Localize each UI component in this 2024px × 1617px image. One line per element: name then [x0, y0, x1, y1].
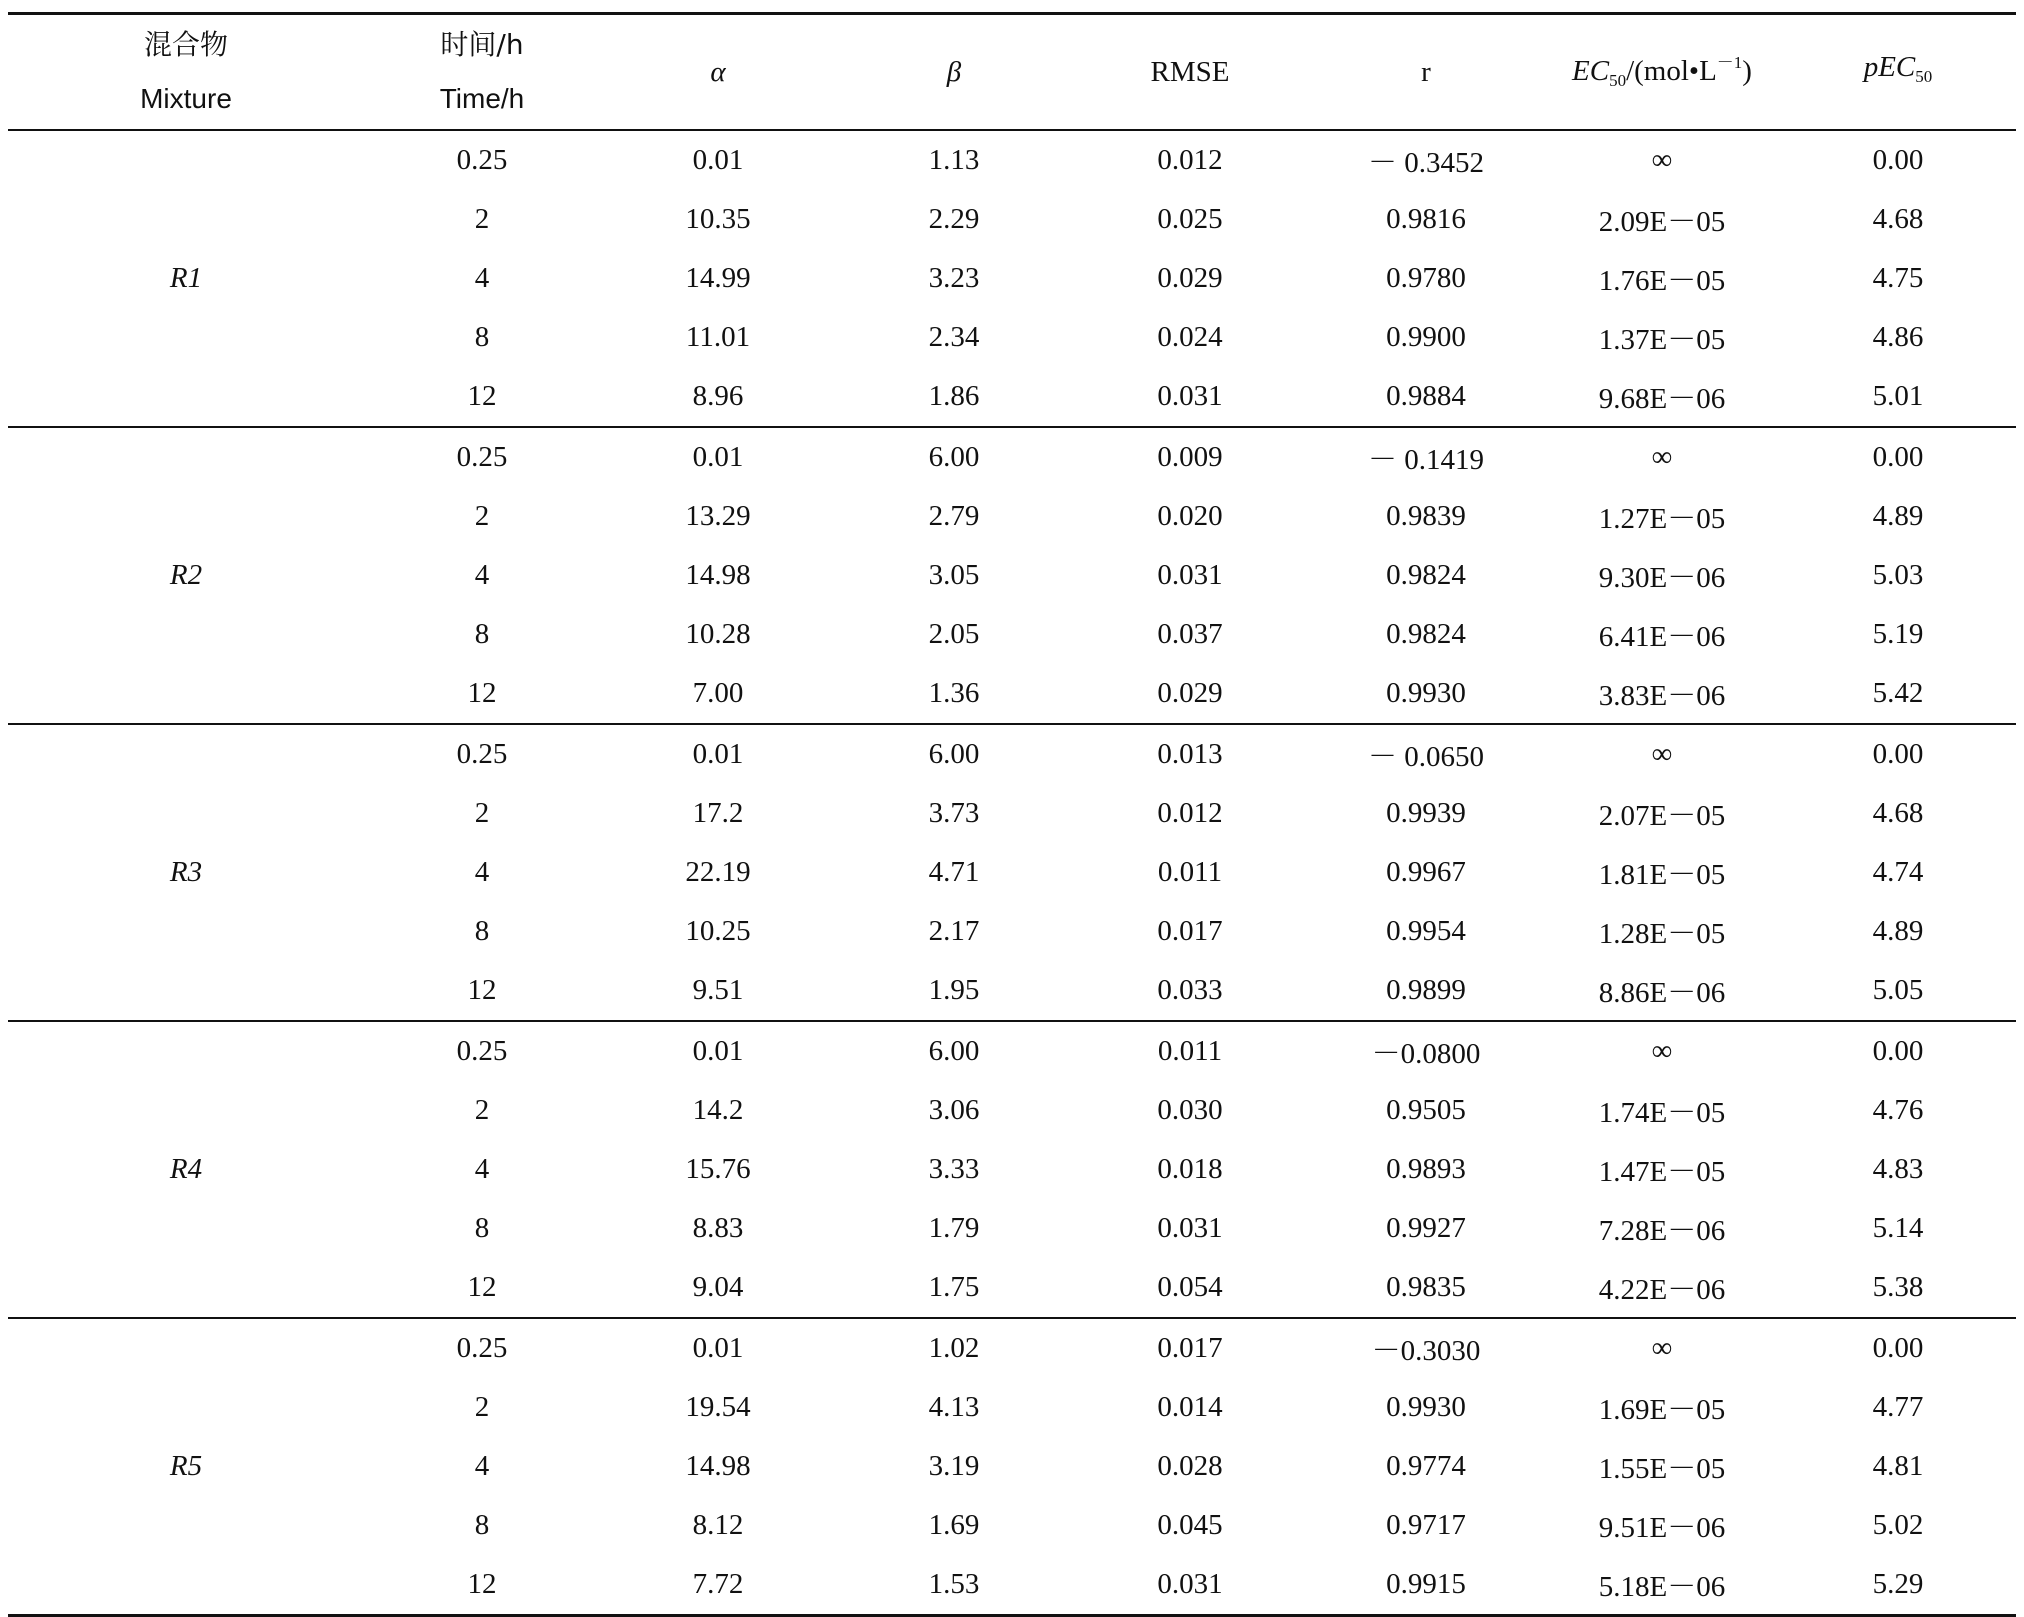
cell-pec50: 5.01 [1780, 367, 2016, 427]
cell-time: 4 [474, 1450, 490, 1482]
cell-pec50: 4.83 [1872, 1153, 1924, 1185]
cell-alpha: 8.83 [692, 1212, 744, 1244]
cell-time: 4 [474, 262, 490, 294]
cell-beta: 1.86 [836, 367, 1072, 427]
cell-alpha: 7.00 [600, 664, 836, 724]
cell-r: 0.9939 [1386, 797, 1466, 829]
header-pec50 [1780, 14, 2016, 131]
cell-ec50: 6.41E－06 [1598, 621, 1726, 653]
cell-beta: 6.00 [928, 738, 980, 770]
cell-alpha: 9.51 [600, 961, 836, 1021]
cell-r: 0.9927 [1386, 1212, 1466, 1244]
cell-ec50: ∞ [1651, 441, 1673, 473]
header-mixture-en: Mixture [140, 83, 232, 114]
cell-ec50: 2.07E－05 [1598, 800, 1726, 832]
cell-ec50: 8.86E－06 [1544, 961, 1780, 1021]
cell-beta: 3.19 [928, 1450, 980, 1482]
cell-r: － 0.3452 [1367, 147, 1484, 179]
cell-time: 4 [474, 559, 490, 591]
mixture-group-r3 [8, 724, 2016, 1021]
mixture-label: R5 [8, 1318, 364, 1616]
cell-r: 0.9884 [1308, 367, 1544, 427]
cell-beta: 1.53 [836, 1555, 1072, 1616]
cell-r: 0.9780 [1386, 262, 1466, 294]
cell-alpha: 14.99 [685, 262, 751, 294]
header-ec50-main: EC [1572, 55, 1610, 87]
cell-alpha: 17.2 [692, 797, 744, 829]
cell-ec50: ∞ [1651, 738, 1673, 770]
cell-r: 0.9839 [1386, 500, 1466, 532]
cell-pec50: 5.29 [1780, 1555, 2016, 1616]
cell-r: 0.9816 [1386, 203, 1466, 235]
cell-ec50: 1.76E－05 [1598, 265, 1726, 297]
cell-alpha: 0.01 [692, 738, 744, 770]
header-time-en: Time/h [439, 83, 525, 114]
header-mixture-zh: 混合物 [143, 28, 228, 61]
mixture-label: R4 [8, 1021, 364, 1318]
cell-alpha: 11.01 [685, 321, 751, 353]
cell-alpha: 8.96 [600, 367, 836, 427]
cell-rmse: 0.045 [1157, 1509, 1223, 1541]
header-ec50-sup: －1 [1716, 53, 1743, 72]
cell-alpha: 14.98 [685, 559, 751, 591]
cell-pec50: 4.68 [1872, 797, 1924, 829]
cell-pec50: 4.75 [1872, 262, 1924, 294]
cell-time: 4 [474, 1153, 490, 1185]
cell-rmse: 0.014 [1157, 1391, 1223, 1423]
cell-ec50: 4.22E－06 [1544, 1258, 1780, 1318]
cell-r: 0.9930 [1308, 664, 1544, 724]
cell-ec50: 9.30E－06 [1598, 562, 1726, 594]
cell-alpha: 19.54 [685, 1391, 751, 1423]
cell-time: 8 [474, 618, 490, 650]
cell-pec50: 0.00 [1872, 738, 1924, 770]
cell-r: 0.9900 [1386, 321, 1466, 353]
cell-rmse: 0.011 [1157, 856, 1223, 888]
cell-rmse: 0.013 [1157, 738, 1223, 770]
cell-rmse: 0.024 [1157, 321, 1223, 353]
cell-rmse: 0.031 [1072, 1555, 1308, 1616]
header-pec50-sub: 50 [1915, 67, 1933, 86]
header-ec50 [1544, 14, 1780, 131]
cell-rmse: 0.017 [1157, 915, 1223, 947]
cell-pec50: 0.00 [1872, 1332, 1924, 1364]
table-row [8, 130, 2016, 190]
cell-rmse: 0.017 [1157, 1332, 1223, 1364]
cell-alpha: 10.28 [685, 618, 751, 650]
mixture-label: R2 [8, 427, 364, 724]
cell-alpha: 13.29 [685, 500, 751, 532]
cell-beta: 3.06 [928, 1094, 980, 1126]
cell-time: 12 [364, 961, 600, 1021]
cell-rmse: 0.031 [1072, 367, 1308, 427]
cell-time: 2 [474, 1391, 490, 1423]
cell-beta: 1.13 [928, 144, 980, 176]
cell-alpha: 22.19 [685, 856, 751, 888]
cell-r: － 0.1419 [1367, 444, 1484, 476]
cell-ec50: 3.83E－06 [1544, 664, 1780, 724]
cell-time: 0.25 [456, 738, 508, 770]
cell-pec50: 4.68 [1872, 203, 1924, 235]
cell-pec50: 5.42 [1780, 664, 2016, 724]
mixture-label: R1 [8, 130, 364, 427]
cell-ec50: 5.18E－06 [1544, 1555, 1780, 1616]
table-row [8, 724, 2016, 784]
cell-r: 0.9505 [1386, 1094, 1466, 1126]
cell-alpha: 15.76 [685, 1153, 751, 1185]
cell-pec50: 5.38 [1780, 1258, 2016, 1318]
cell-alpha: 14.2 [692, 1094, 744, 1126]
cell-r: 0.9774 [1386, 1450, 1466, 1482]
cell-ec50: 1.28E－05 [1598, 918, 1726, 950]
cell-time: 2 [474, 797, 490, 829]
cell-rmse: 0.012 [1157, 797, 1223, 829]
cell-pec50: 4.89 [1872, 500, 1924, 532]
cell-ec50: ∞ [1651, 1035, 1673, 1067]
toxicity-parameters-table [8, 12, 2016, 1617]
cell-alpha: 7.72 [600, 1555, 836, 1616]
table-header [8, 14, 2016, 131]
cell-r: 0.9967 [1386, 856, 1466, 888]
cell-time: 8 [474, 915, 490, 947]
cell-alpha: 14.98 [685, 1450, 751, 1482]
cell-beta: 1.95 [836, 961, 1072, 1021]
mixture-group-r1 [8, 130, 2016, 427]
cell-pec50: 4.74 [1872, 856, 1924, 888]
cell-pec50: 5.19 [1872, 618, 1924, 650]
cell-pec50: 5.05 [1780, 961, 2016, 1021]
cell-time: 12 [364, 1555, 600, 1616]
cell-alpha: 0.01 [692, 1035, 744, 1067]
cell-time: 0.25 [456, 144, 508, 176]
cell-time: 4 [474, 856, 490, 888]
cell-time: 2 [474, 203, 490, 235]
cell-beta: 3.05 [928, 559, 980, 591]
cell-r: 0.9915 [1308, 1555, 1544, 1616]
cell-ec50: 1.37E－05 [1598, 324, 1726, 356]
cell-time: 12 [364, 664, 600, 724]
cell-r: － 0.0650 [1367, 741, 1484, 773]
cell-beta: 1.36 [836, 664, 1072, 724]
cell-alpha: 8.12 [692, 1509, 744, 1541]
header-mixture [8, 14, 364, 131]
cell-pec50: 5.02 [1872, 1509, 1924, 1541]
cell-pec50: 4.89 [1872, 915, 1924, 947]
table-row [8, 1021, 2016, 1081]
cell-rmse: 0.031 [1157, 559, 1223, 591]
mixture-group-r2 [8, 427, 2016, 724]
cell-time: 12 [364, 1258, 600, 1318]
header-beta: β [836, 14, 1072, 131]
mixture-group-r5 [8, 1318, 2016, 1616]
cell-r: 0.9835 [1308, 1258, 1544, 1318]
cell-alpha: 9.04 [600, 1258, 836, 1318]
cell-time: 0.25 [456, 1035, 508, 1067]
cell-pec50: 4.86 [1872, 321, 1924, 353]
cell-time: 8 [474, 321, 490, 353]
cell-r: 0.9954 [1386, 915, 1466, 947]
cell-ec50: 9.68E－06 [1544, 367, 1780, 427]
cell-beta: 4.71 [928, 856, 980, 888]
cell-ec50: 9.51E－06 [1598, 1512, 1726, 1544]
cell-beta: 4.13 [928, 1391, 980, 1423]
header-rmse: RMSE [1072, 14, 1308, 131]
cell-beta: 1.02 [928, 1332, 980, 1364]
cell-rmse: 0.029 [1157, 262, 1223, 294]
cell-time: 0.25 [456, 441, 508, 473]
cell-ec50: ∞ [1651, 1332, 1673, 1364]
cell-time: 8 [474, 1509, 490, 1541]
cell-alpha: 0.01 [692, 441, 744, 473]
cell-rmse: 0.037 [1157, 618, 1223, 650]
cell-ec50: 2.09E－05 [1598, 206, 1726, 238]
table-row [8, 1318, 2016, 1378]
cell-rmse: 0.030 [1157, 1094, 1223, 1126]
cell-beta: 2.05 [928, 618, 980, 650]
header-ec50-sub: 50 [1609, 71, 1627, 90]
cell-beta: 6.00 [928, 441, 980, 473]
header-row [8, 14, 2016, 131]
header-time [364, 14, 600, 131]
cell-beta: 2.17 [928, 915, 980, 947]
cell-pec50: 4.76 [1872, 1094, 1924, 1126]
cell-beta: 6.00 [928, 1035, 980, 1067]
cell-ec50: 7.28E－06 [1598, 1215, 1726, 1247]
cell-rmse: 0.020 [1157, 500, 1223, 532]
cell-ec50: 1.69E－05 [1598, 1394, 1726, 1426]
cell-ec50: 1.27E－05 [1598, 503, 1726, 535]
mixture-group-r4 [8, 1021, 2016, 1318]
cell-rmse: 0.025 [1157, 203, 1223, 235]
table-row [8, 427, 2016, 487]
cell-rmse: 0.012 [1157, 144, 1223, 176]
header-ec50-unit: /(mol•L [1626, 55, 1717, 87]
header-r: r [1308, 14, 1544, 131]
cell-beta: 1.75 [836, 1258, 1072, 1318]
header-time-zh: 时间/h [440, 28, 524, 61]
cell-time: 8 [474, 1212, 490, 1244]
cell-rmse: 0.011 [1157, 1035, 1223, 1067]
cell-alpha: 0.01 [692, 144, 744, 176]
header-ec50-close: ) [1742, 55, 1752, 87]
cell-rmse: 0.009 [1157, 441, 1223, 473]
cell-time: 2 [474, 500, 490, 532]
data-table-container [8, 12, 2016, 1617]
cell-ec50: ∞ [1651, 144, 1673, 176]
cell-alpha: 10.25 [685, 915, 751, 947]
mixture-label: R3 [8, 724, 364, 1021]
cell-pec50: 0.00 [1872, 1035, 1924, 1067]
cell-rmse: 0.033 [1072, 961, 1308, 1021]
cell-ec50: 1.55E－05 [1598, 1453, 1726, 1485]
cell-beta: 2.34 [928, 321, 980, 353]
header-pec50-main: pEC [1863, 51, 1916, 83]
cell-ec50: 1.81E－05 [1598, 859, 1726, 891]
cell-ec50: 1.47E－05 [1598, 1156, 1726, 1188]
cell-beta: 1.69 [928, 1509, 980, 1541]
cell-r: 0.9824 [1386, 559, 1466, 591]
cell-ec50: 1.74E－05 [1598, 1097, 1726, 1129]
cell-time: 2 [474, 1094, 490, 1126]
cell-time: 12 [364, 367, 600, 427]
cell-beta: 3.23 [928, 262, 980, 294]
header-alpha: α [600, 14, 836, 131]
cell-r: 0.9899 [1308, 961, 1544, 1021]
cell-pec50: 4.81 [1872, 1450, 1924, 1482]
cell-r: 0.9717 [1386, 1509, 1466, 1541]
cell-r: －0.3030 [1371, 1335, 1481, 1367]
cell-beta: 2.29 [928, 203, 980, 235]
cell-beta: 3.73 [928, 797, 980, 829]
cell-pec50: 4.77 [1872, 1391, 1924, 1423]
cell-pec50: 0.00 [1872, 441, 1924, 473]
cell-rmse: 0.029 [1072, 664, 1308, 724]
cell-alpha: 0.01 [692, 1332, 744, 1364]
cell-r: －0.0800 [1371, 1038, 1481, 1070]
cell-rmse: 0.054 [1072, 1258, 1308, 1318]
cell-rmse: 0.031 [1157, 1212, 1223, 1244]
cell-pec50: 0.00 [1872, 144, 1924, 176]
cell-rmse: 0.028 [1157, 1450, 1223, 1482]
cell-alpha: 10.35 [685, 203, 751, 235]
cell-pec50: 5.03 [1872, 559, 1924, 591]
cell-r: 0.9930 [1386, 1391, 1466, 1423]
cell-beta: 1.79 [928, 1212, 980, 1244]
cell-r: 0.9893 [1386, 1153, 1466, 1185]
cell-pec50: 5.14 [1872, 1212, 1924, 1244]
cell-time: 0.25 [456, 1332, 508, 1364]
cell-beta: 2.79 [928, 500, 980, 532]
cell-r: 0.9824 [1386, 618, 1466, 650]
cell-beta: 3.33 [928, 1153, 980, 1185]
cell-rmse: 0.018 [1157, 1153, 1223, 1185]
